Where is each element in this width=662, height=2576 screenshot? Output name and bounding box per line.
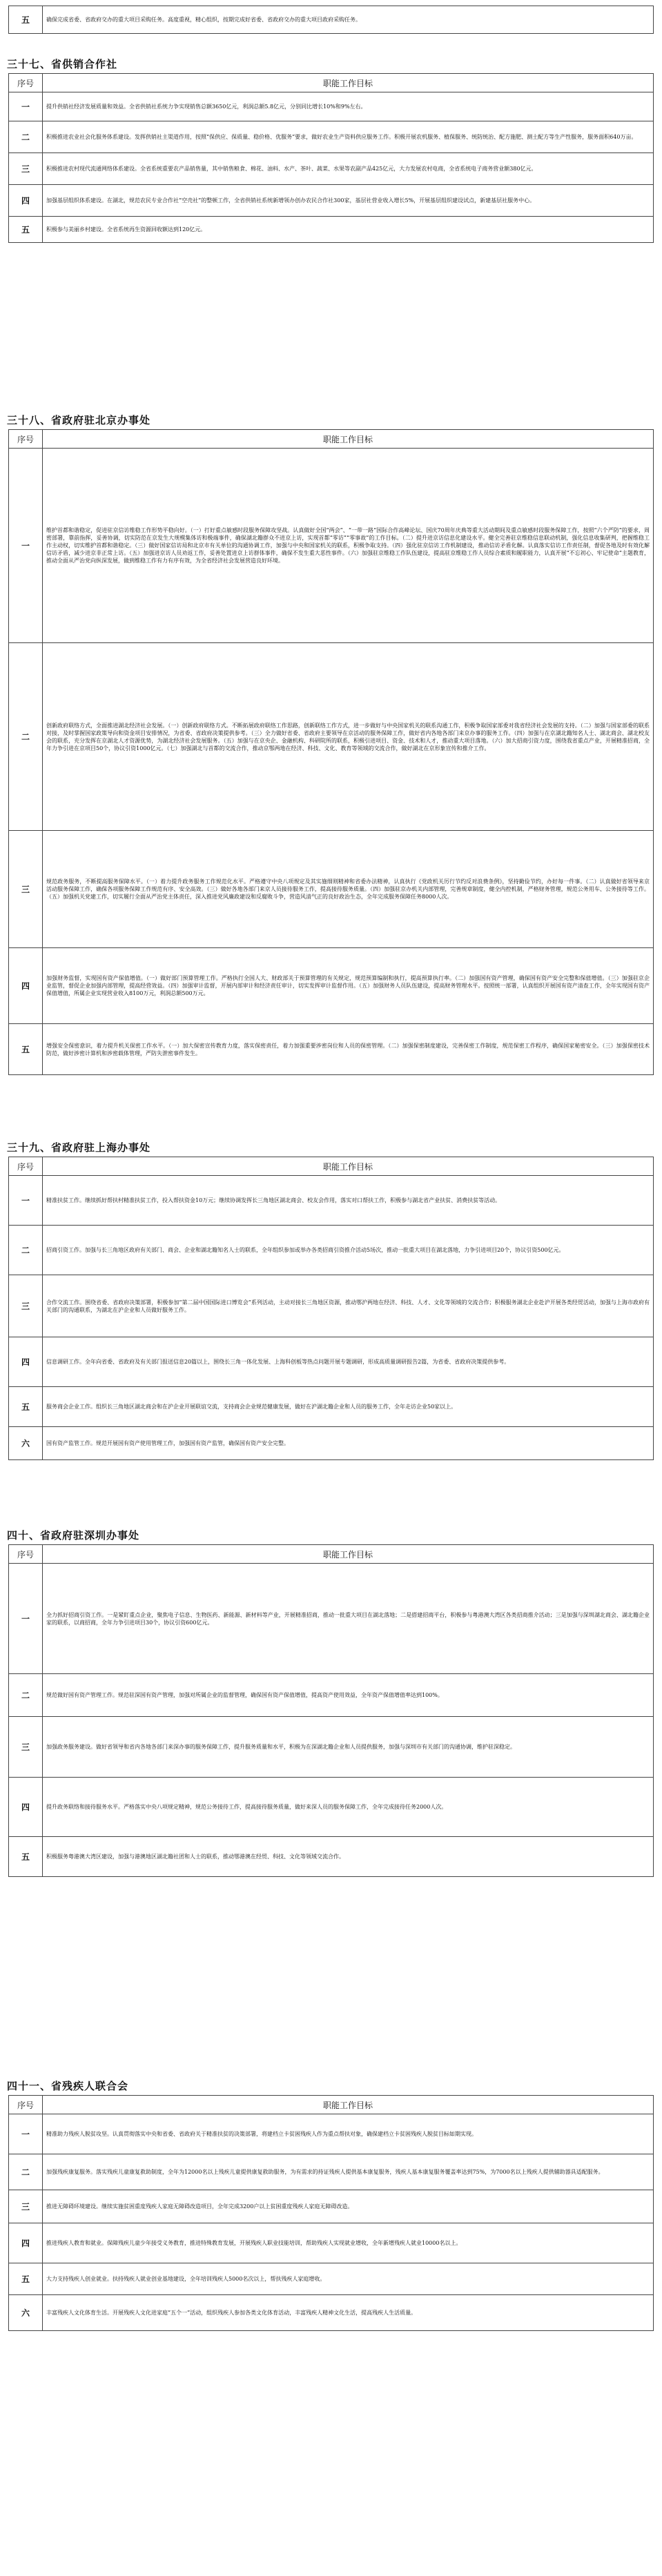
table-row <box>9 2263 654 2295</box>
row-text: 规范政务服务，不断提高服务保障水平。（一）着力提升政务服务工作规范化水平。严格遵守中央八项规定及其实施细则精神和省委办法精神，认真执行《党政机关厉行节约反对浪费条例》，坚持勤俭节约，办好每一件事。（二）认真做好省领导来京活动服务保障工作，确保各项服务保障工作规范有序、安全高效。（三）做好各地各部门来京人员接待服务工作，提高接待服务质量。（四）加强驻京办机关内部管理，完善规章制度，健全内控机制，严格财务管理，规范公务用车、公务接待等工作。（五）加强机关党建工作，切实履行全面从严治党主体责任，深入推进党风廉政建设和反腐败斗争，营造风清气正的良好政治生态，全年完成服务保障任务8000人次。 <box>43 831 654 948</box>
section-title: 三十九、省政府驻上海办事处 <box>7 1141 151 1154</box>
row-number: 四 <box>9 2223 43 2263</box>
row-number: 三 <box>9 1717 43 1778</box>
row-text: 丰富残疾人文化体育生活。开展残疾人文化进家庭“五个一”活动，组织残疾人参加各类文化体育活动，丰富残疾人精神文化生活，提高残疾人生活质量。 <box>43 2295 654 2331</box>
row-number: 二 <box>9 121 43 153</box>
header-no: 序号 <box>9 1157 43 1176</box>
row-text: 精准助力残疾人脱贫攻坚。认真贯彻落实中央和省委、省政府关于精准扶贫的决策部署，将建档立卡贫困残疾人作为重点帮扶对象，确保建档立卡贫困残疾人脱贫目标如期实现。 <box>43 2114 654 2154</box>
row-text: 加强残疾康复服务。落实残疾儿童康复救助制度，全年为12000名以上残疾儿童提供康复救助服务，为有需求的持证残疾人提供基本康复服务，残疾人基本康复服务覆盖率达到75%，为7000名以上残疾人提供辅助器具适配服务。 <box>43 2154 654 2190</box>
row-number: 二 <box>9 1226 43 1275</box>
table-row <box>9 1427 654 1460</box>
row-number: 一 <box>9 449 43 643</box>
row-number: 五 <box>9 1387 43 1427</box>
row-text: 加强政务服务建设。做好省领导和省内各地各部门来深办事的服务保障工作，提升服务质量和水平，积极为在深湖北籍企业和人员提供服务，加强与深圳市有关部门的沟通协调，维护驻深稳定。 <box>43 1717 654 1778</box>
row-number: 二 <box>9 643 43 831</box>
row-text: 推进残疾人教育和就业。保障残疾儿童少年接受义务教育，推进特殊教育发展，开展残疾人职业技能培训，帮助残疾人实现就业增收，全年新增残疾人就业10000名以上。 <box>43 2223 654 2263</box>
row-text: 合作交流工作。围绕省委、省政府决策部署，积极参加“第二届中国国际进口博览会”系列活动，主动对接长三角地区资源，推动鄂沪两地在经济、科技、人才、文化等领域的交流合作；积极服务湖北企业赴沪开展各类经贸活动，加强与上海市政府有关部门的沟通联系，为湖北在沪企业和人员做好服务工作。 <box>43 1275 654 1337</box>
header-goal: 职能工作目标 <box>43 74 654 92</box>
table-row <box>9 2190 654 2223</box>
section-title: 三十八、省政府驻北京办事处 <box>7 414 151 426</box>
row-number: 三 <box>9 153 43 185</box>
header-goal: 职能工作目标 <box>43 2096 654 2114</box>
row-number: 四 <box>9 1778 43 1837</box>
row-number: 五 <box>9 217 43 243</box>
table-section-39 <box>8 1157 654 1460</box>
table-row <box>9 1387 654 1427</box>
table-header-row <box>9 2096 654 2114</box>
row-text: 积极推进农村现代流通网络体系建设。全省系统重要农产品销售量，其中销售粮食、棉花、油料、水产、茶叶、蔬菜、水果等农副产品425亿元，大力发展农村电商，全省系统电子商务营业额380亿元。 <box>43 153 654 185</box>
row-text: 积极推进农业社会化服务体系建设。发挥供销社主渠道作用，按照“保供应、保质量、稳价格、优服务”要求，做好农业生产资料供应服务工作。积极开展农机服务、植保服务、统防统治、配方施肥、测土配方等生产性服务，服务面积640万亩。 <box>43 121 654 153</box>
table-header-row <box>9 74 654 92</box>
table-section-37 <box>8 73 654 243</box>
table-row <box>9 217 654 243</box>
section-title: 四十、省政府驻深圳办事处 <box>7 1529 140 1542</box>
table-row <box>9 2223 654 2263</box>
row-number: 二 <box>9 1674 43 1717</box>
table-row <box>9 2154 654 2190</box>
table-row <box>9 121 654 153</box>
section-title: 三十七、省供销合作社 <box>7 58 118 70</box>
table-row <box>9 2295 654 2331</box>
header-goal: 职能工作目标 <box>43 1157 654 1176</box>
row-text: 全力抓好招商引资工作。一是紧盯重点企业，聚焦电子信息、生物医药、新能源、新材料等产业，开展精准招商，推动一批重大项目在湖北落地；二是搭建招商平台，积极参与粤港澳大湾区各类招商推介活动；三是加强与深圳湖北商会、湖北籍企业家的联系，以商招商，全年力争引进项目30个，协议引资600亿元。 <box>43 1564 654 1674</box>
row-number: 六 <box>9 2295 43 2331</box>
table-row <box>9 1176 654 1226</box>
table-row <box>9 643 654 831</box>
row-text: 积极参与美丽乡村建设。全省系统再生资源回收额达到120亿元。 <box>43 217 654 243</box>
table-section-40 <box>8 1544 654 1877</box>
header-no: 序号 <box>9 2096 43 2114</box>
row-number: 一 <box>9 1176 43 1226</box>
row-text: 积极服务粤港澳大湾区建设，加强与港澳地区湖北籍社团和人士的联系，推动鄂港澳在经贸、科技、文化等领域交流合作。 <box>43 1837 654 1877</box>
table-row <box>9 1275 654 1337</box>
row-number: 三 <box>9 1275 43 1337</box>
row-text: 精准扶贫工作。继续抓好帮扶村精准扶贫工作，投入帮扶资金10万元；继续协调发挥长三角地区湖北商会、校友会作用，落实对口帮扶工作，积极参与湖北省产业扶贫、消费扶贫等活动。 <box>43 1176 654 1226</box>
table-row <box>9 1024 654 1075</box>
header-no: 序号 <box>9 430 43 449</box>
table-row <box>9 1778 654 1837</box>
row-number: 二 <box>9 2154 43 2190</box>
row-number: 三 <box>9 831 43 948</box>
section-title: 四十一、省残疾人联合会 <box>7 2080 129 2092</box>
table-row <box>9 1717 654 1778</box>
table-row <box>9 1226 654 1275</box>
row-number: 五 <box>9 2263 43 2295</box>
row-number: 一 <box>9 92 43 121</box>
table-row <box>9 1837 654 1877</box>
table-row <box>9 92 654 121</box>
row-number: 五 <box>9 1024 43 1075</box>
row-text: 维护首都和谐稳定，促进驻京信访维稳工作形势平稳向好。（一）打好重点敏感时段服务保障攻坚战。认真做好全国“两会”、“一带一路”国际合作高峰论坛、国庆70周年庆典等重大活动期间及重点敏感时段服务保障工作，按照“六个严防”的要求，周密部署，靠前指挥，妥善协调，切实防范在京发生大规模集体访和极端事件，确保湖北籍群众不进京上访，实现首都“零访”“零事故”的工作目标。（二）提升进京访信息化建设水平。健全完善驻京维稳信息联动机制，强化信息收集研判，把握维稳工作主动权，切实维护首都和谐稳定。（三）做好国家信访局和北京市有关单位的沟通协调工作，加强与中央和国家机关的联系，积极争取支持。（四）强化驻京信访工作机制建设，推动信访矛盾化解。认真落实信访工作责任制，督促各地及时有效化解信访矛盾，减少进京非正常上访。（五）加强进京访人员劝返工作，妥善处置进京上访群体事件，确保不发生重大恶性事件。（六）加强驻京维稳工作队伍建设，提高驻京维稳工作人员综合素质和履职能力，认真开展“不忘初心、牢记使命”主题教育，推动全面从严治党向纵深发展，做到维稳工作有力有序有效，为全省经济社会发展营造良好环境。 <box>43 449 654 643</box>
table-row <box>9 1564 654 1674</box>
row-number: 一 <box>9 1564 43 1674</box>
table-header-row <box>9 1545 654 1564</box>
row-number: 四 <box>9 185 43 217</box>
row-text: 增强安全保密意识，着力提升机关保密工作水平。（一）加大保密宣传教育力度，落实保密责任，着力加强重要涉密岗位和人员的保密管理。（二）加强保密制度建设，完善保密工作制度，规范保密工作程序，确保国家秘密安全。（三）加强保密技术防范，做好涉密计算机和涉密载体管理，严防失泄密事件发生。 <box>43 1024 654 1075</box>
table-section-38 <box>8 429 654 1075</box>
row-number: 六 <box>9 1427 43 1460</box>
table-row <box>9 449 654 643</box>
table-header-row <box>9 1157 654 1176</box>
table-section-41 <box>8 2095 654 2331</box>
row-number: 五 <box>9 6 43 34</box>
row-text: 国有资产监管工作。规范开展国有资产使用管理工作，加强国有资产监管，确保国有资产安全完整。 <box>43 1427 654 1460</box>
row-number: 三 <box>9 2190 43 2223</box>
header-goal: 职能工作目标 <box>43 1545 654 1564</box>
row-number: 四 <box>9 948 43 1024</box>
row-number: 一 <box>9 2114 43 2154</box>
row-text: 加强基层组织体系建设。在湖北，规范农民专业合作社“空壳社”的整顿工作，全省供销社系统新增领办创办农民合作社300家，基层社营业收入增长5%，开展基层组织建设试点，新建基层社服务中心。 <box>43 185 654 217</box>
table-row <box>9 185 654 217</box>
header-no: 序号 <box>9 74 43 92</box>
row-text: 服务商会企业工作。组织长三角地区湖北商会和在沪企业开展联谊交流，支持商会企业规范健康发展，做好在沪湖北籍企业和人员的服务工作，全年走访企业50家以上。 <box>43 1387 654 1427</box>
row-text: 推进无障碍环境建设。继续实施贫困重度残疾人家庭无障碍改造项目，全年完成3200户以上贫困重度残疾人家庭无障碍改造。 <box>43 2190 654 2223</box>
header-goal: 职能工作目标 <box>43 430 654 449</box>
row-text: 提升供销社经济发展质量和效益。全省供销社系统力争实现销售总额3650亿元，利润总额5.8亿元，分别同比增长10%和9%左右。 <box>43 92 654 121</box>
table-row <box>9 831 654 948</box>
row-text: 加强财务监督，实现国有资产保值增值。（一）做好部门预算管理工作。严格执行全国人大、财政部关于预算管理的有关规定，规范预算编制和执行，提高预算执行率。（二）加强国有资产管理，确保国有资产安全完整和保值增值。（三）加强驻京企业监管，督促企业加强内部管理，提高经营效益。（四）加强审计监督，开展内部审计和经济责任审计，切实发挥审计监督作用。（五）加强财务人员队伍建设，提高财务管理水平。按照统一部署，认真组织开展国有资产清查工作，全年实现国有资产保值增值，所属企业实现营业收入8100万元，利润总额500万元。 <box>43 948 654 1024</box>
table-row <box>9 948 654 1024</box>
table-row <box>9 6 654 34</box>
row-number: 五 <box>9 1837 43 1877</box>
row-text: 规范做好国有资产管理工作。规范驻深国有资产管理，加强对所属企业的监督管理，确保国有资产保值增值，提高资产使用效益，全年资产保值增值率达到100%。 <box>43 1674 654 1717</box>
row-text: 大力支持残疾人创业就业。扶持残疾人就业创业基地建设，全年培训残疾人5000名次以上，帮扶残疾人家庭增收。 <box>43 2263 654 2295</box>
header-no: 序号 <box>9 1545 43 1564</box>
table-row <box>9 2114 654 2154</box>
table-row <box>9 153 654 185</box>
row-text: 创新政府联络方式，全面推进湖北经济社会发展。（一）创新政府联络方式。不断拓展政府联络工作思路，创新联络工作方式，进一步做好与中央国家机关的联系沟通工作，积极争取国家部委对我省经济社会发展的支持。（二）加强与国家部委的联系对接，及时掌握国家政策导向和资金项目安排情况，为省委、省政府决策提供参考。（三）全力做好省委、省政府主要领导在京活动的服务保障工作，做好省内各地各部门来京办事的服务工作。（四）加强与在京湖北籍知名人士、湖北商会、湖北校友会的联系，充分发挥在京湖北人才资源优势，为湖北经济社会发展服务。（五）加强与在京央企、金融机构、科研院所的联系，积极引进项目、资金、技术和人才，推动重大项目落地。（六）加大招商引资力度，围绕我省重点产业，开展精准招商，全年力争引进在京项目50个，协议引资1000亿元。（七）加强湖北与首都的交流合作，推动京鄂两地在经济、科技、文化、教育等领域的交流合作，做好湖北在京形象宣传和推介工作。 <box>43 643 654 831</box>
row-number: 四 <box>9 1337 43 1387</box>
row-text: 提升政务联络和接待服务水平。严格落实中央八项规定精神，规范公务接待工作，提高接待服务质量，做好来深人员的服务保障工作，全年完成接待任务2000人次。 <box>43 1778 654 1837</box>
table-header-row <box>9 430 654 449</box>
table-row <box>9 1337 654 1387</box>
row-text: 确保完成省委、省政府交办的重大项目采购任务。高度重视，精心组织，按期完成好省委、省政府交办的重大项目政府采购任务。 <box>43 6 654 34</box>
table-top <box>8 6 654 34</box>
row-text: 信息调研工作。全年向省委、省政府及有关部门报送信息20篇以上，围绕长三角一体化发展、上海科创板等热点问题开展专题调研，形成高质量调研报告2篇，为省委、省政府决策提供参考。 <box>43 1337 654 1387</box>
row-text: 招商引资工作。加强与长三角地区政府有关部门、商会、企业和湖北籍知名人士的联系，全年组织参加或举办各类招商引资推介活动5场次，推动一批重大项目在湖北落地，力争引进项目20个，协议引资500亿元。 <box>43 1226 654 1275</box>
table-row <box>9 1674 654 1717</box>
